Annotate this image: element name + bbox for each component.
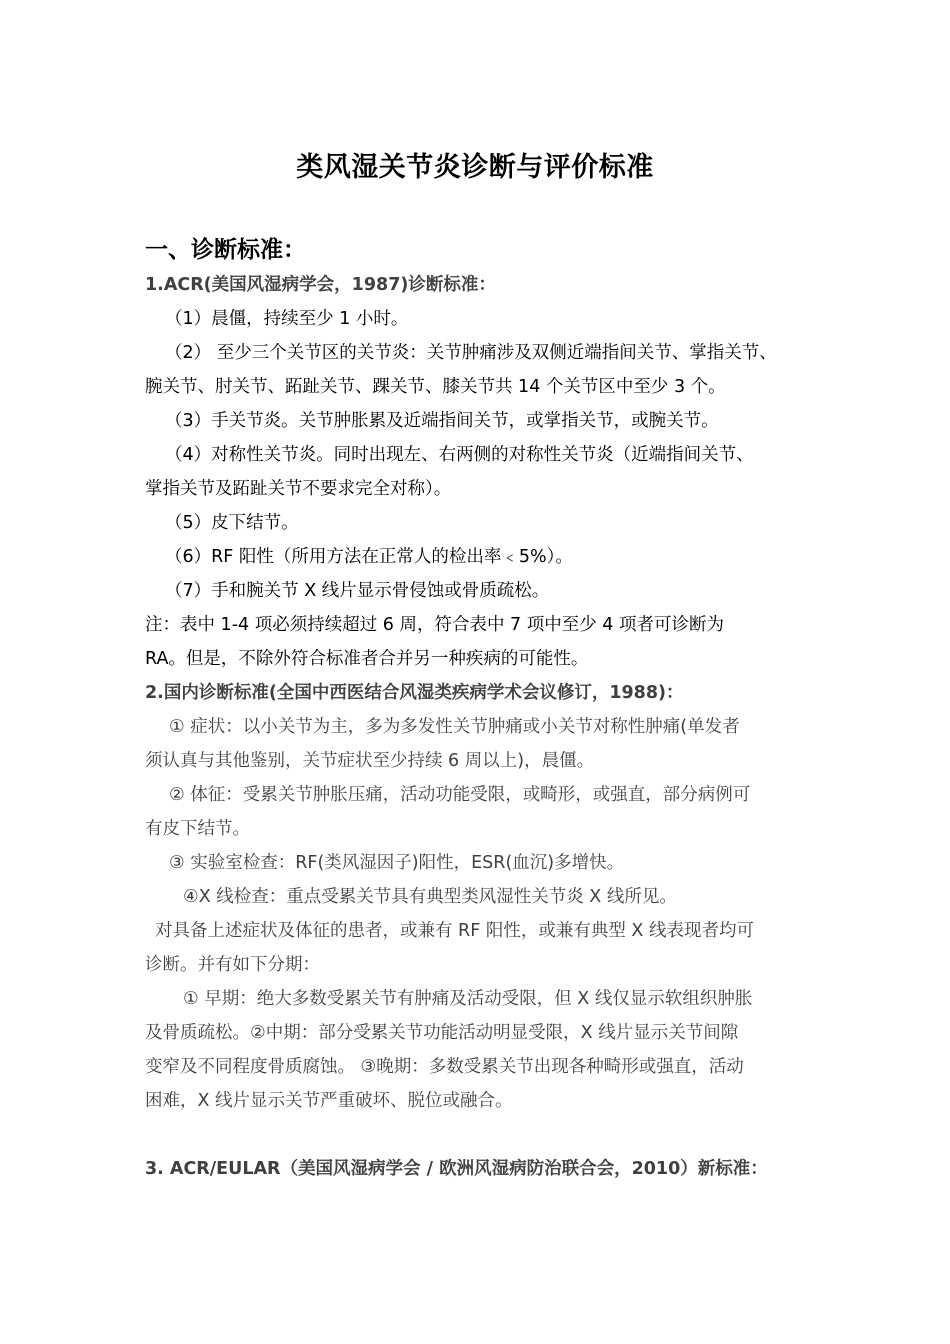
domestic-criteria: 对具备上述症状及体征的患者，或兼有 RF 阳性，或兼有典型 X 线表现者均可 [155, 921, 754, 941]
acr1987-item-2-cont: 腕关节、肘关节、跖趾关节、踝关节、膝关节共 14 个关节区中至少 3 个。 [145, 377, 726, 397]
acr2010-heading: 3. ACR/EULAR（美国风湿病学会 / 欧洲风湿病防治联合会，2010）新标准： [145, 1159, 768, 1179]
page-title: 类风湿关节炎诊断与评价标准 [296, 152, 654, 183]
acr1987-item-3: （3）手关节炎。关节肿胀累及近端指间关节，或掌指关节，或腕关节。 [165, 411, 719, 431]
domestic-stage-mid: 及骨质疏松。②中期：部分受累关节功能活动明显受限，X 线片显示关节间隙 [145, 1023, 739, 1043]
domestic-stage-late: 变窄及不同程度骨质腐蚀。 ③晚期：多数受累关节出现各种畸形或强直，活动 [145, 1057, 744, 1077]
domestic-symptom-cont: 须认真与其他鉴别，关节症状至少持续 6 周以上)，晨僵。 [145, 751, 595, 771]
acr1987-item-6: （6）RF 阳性（所用方法在正常人的检出率﹤5%）。 [165, 547, 573, 567]
acr1987-item-4: （4）对称性关节炎。同时出现左、右两侧的对称性关节炎（近端指间关节、 [165, 445, 754, 465]
domestic-xray: ④X 线检查：重点受累关节具有典型类风湿性关节炎 X 线所见。 [183, 887, 677, 907]
acr1987-heading: 1.ACR(美国风湿病学会，1987)诊断标准： [145, 275, 496, 295]
acr1987-note: 注：表中 1-4 项必须持续超过 6 周，符合表中 7 项中至少 4 项者可诊断为 [145, 615, 724, 635]
domestic-sign-cont: 有皮下结节。 [145, 819, 250, 839]
acr1987-item-7: （7）手和腕关节 X 线片显示骨侵蚀或骨质疏松。 [165, 581, 550, 601]
domestic-criteria-cont: 诊断。并有如下分期： [145, 955, 320, 975]
domestic-sign: ② 体征：受累关节肿胀压痛，活动功能受限，或畸形，或强直，部分病例可 [169, 785, 751, 805]
acr1987-note-cont: RA。但是，不除外符合标准者合并另一种疾病的可能性。 [145, 649, 589, 669]
domestic-lab: ③ 实验室检查：RF(类风湿因子)阳性，ESR(血沉)多增快。 [169, 853, 625, 873]
domestic-symptom: ① 症状：以小关节为主，多为多发性关节肿痛或小关节对称性肿痛(单发者 [169, 717, 740, 737]
domestic-stage-early: ① 早期：绝大多数受累关节有肿痛及活动受限，但 X 线仅显示软组织肿胀 [183, 989, 753, 1009]
acr1987-item-4-cont: 掌指关节及跖趾关节不要求完全对称）。 [145, 479, 452, 499]
acr1987-item-5: （5）皮下结节。 [165, 513, 299, 533]
document-body [145, 268, 817, 1186]
section-heading-diagnosis: 一、诊断标准： [145, 237, 306, 263]
domestic1988-heading: 2.国内诊断标准(全国中西医结合风湿类疾病学术会议修订，1988)： [145, 683, 684, 703]
acr1987-item-1: （1）晨僵，持续至少 1 小时。 [165, 309, 409, 329]
domestic-stage-late-cont: 困难，X 线片显示关节严重破坏、脱位或融合。 [145, 1091, 513, 1111]
acr1987-item-2: （2） 至少三个关节区的关节炎：关节肿痛涉及双侧近端指间关节、掌指关节、 [165, 343, 777, 363]
blank-line [145, 1118, 817, 1152]
